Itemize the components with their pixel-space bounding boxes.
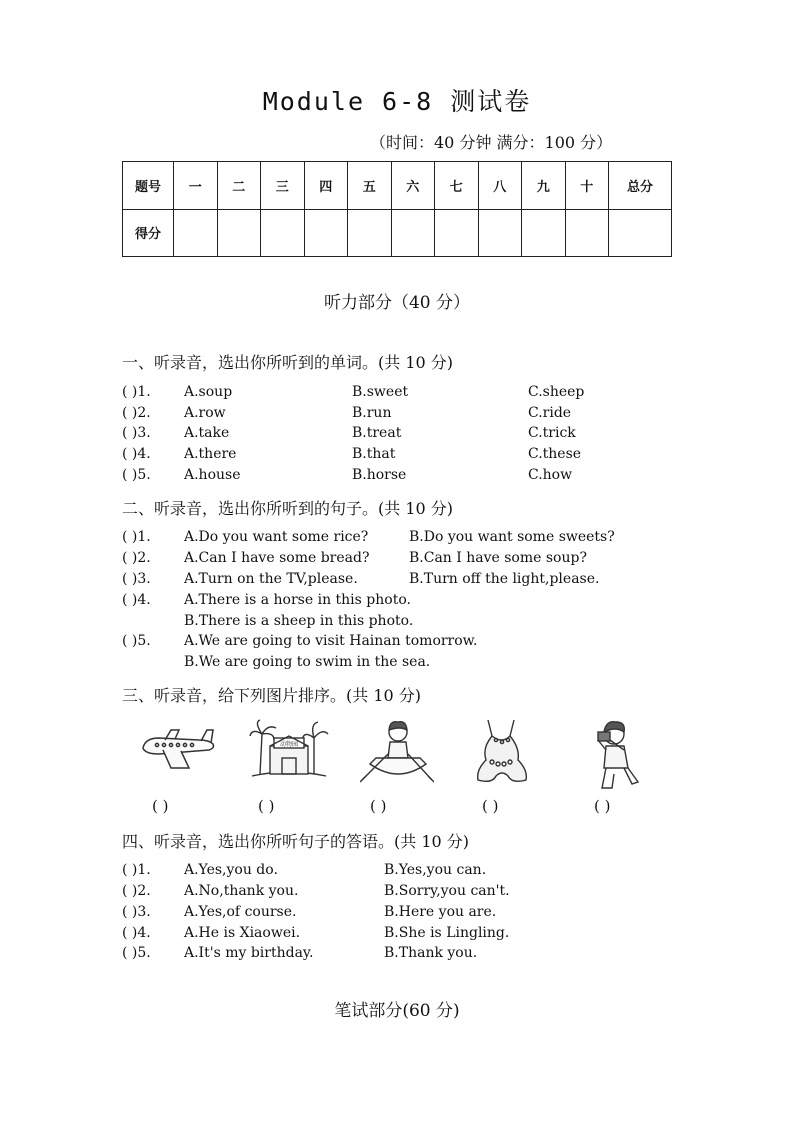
score-header-cell: 十: [565, 162, 609, 210]
option-a: A.Can I have some bread?: [184, 550, 370, 566]
option-b: B.Yes,you can.: [384, 862, 487, 878]
question-number: ( )4.: [122, 925, 151, 941]
score-cell[interactable]: [609, 209, 672, 257]
question-number: ( )5.: [122, 945, 151, 961]
option-a: A.We are going to visit Hainan tomorrow.: [184, 633, 478, 649]
option-a: A.Yes,you do.: [184, 862, 278, 878]
score-row-label: 得分: [123, 209, 174, 257]
section1-heading: 一、听录音，选出你所听到的单词。(共 10 分): [122, 353, 454, 372]
option-c: C.these: [528, 446, 582, 462]
score-cell[interactable]: [174, 209, 218, 257]
score-cell[interactable]: [304, 209, 348, 257]
option-a: A.house: [184, 467, 241, 483]
score-header-cell: 五: [348, 162, 392, 210]
time-score-info: （时间：40 分钟 满分：100 分）: [370, 133, 613, 152]
option-b: B.treat: [352, 425, 402, 441]
score-cell[interactable]: [261, 209, 305, 257]
score-cell[interactable]: [348, 209, 392, 257]
option-c: C.how: [528, 467, 573, 483]
score-table: [122, 161, 672, 257]
score-header-cell: 九: [522, 162, 566, 210]
question-number: ( )2.: [122, 883, 151, 899]
score-header-cell: 三: [261, 162, 305, 210]
score-header-cell: 四: [304, 162, 348, 210]
question-number: ( )1.: [122, 529, 151, 545]
answer-blank[interactable]: ( ): [258, 797, 275, 815]
score-header-cell: 一: [174, 162, 218, 210]
option-b: B.Can I have some soup?: [409, 550, 587, 566]
park-sign-text: 动物园: [279, 741, 299, 748]
question-number: ( )1.: [122, 384, 151, 400]
question-number: ( )4.: [122, 446, 151, 462]
answer-blank[interactable]: ( ): [594, 797, 611, 815]
option-a: A.It's my birthday.: [184, 945, 314, 961]
swimsuit-icon: [468, 718, 536, 788]
option-a: A.There is a horse in this photo.: [184, 592, 411, 608]
score-cell[interactable]: [478, 209, 522, 257]
score-header-cell: 题号: [123, 162, 174, 210]
question-number: ( )3.: [122, 425, 151, 441]
score-table-header-row: [123, 162, 672, 210]
question-number: ( )1.: [122, 862, 151, 878]
score-cell[interactable]: [522, 209, 566, 257]
score-cell[interactable]: [391, 209, 435, 257]
question-number: ( )5.: [122, 633, 151, 649]
option-a: A.take: [184, 425, 230, 441]
answer-blank[interactable]: ( ): [482, 797, 499, 815]
writing-part-header: 笔试部分(60 分): [334, 1001, 460, 1021]
score-header-cell: 总分: [609, 162, 672, 210]
section2-heading: 二、听录音，选出你所听到的句子。(共 10 分): [122, 499, 454, 518]
boy-with-camera-icon: [588, 718, 642, 792]
score-cell[interactable]: [435, 209, 479, 257]
option-c: C.trick: [528, 425, 576, 441]
option-a: A.there: [184, 446, 237, 462]
section3-heading: 三、听录音，给下列图片排序。(共 10 分): [122, 686, 422, 705]
question-number: ( )2.: [122, 405, 151, 421]
option-b: B.Thank you.: [384, 945, 478, 961]
answer-blank[interactable]: ( ): [152, 797, 169, 815]
option-b: B.We are going to swim in the sea.: [184, 654, 431, 670]
question-number: ( )5.: [122, 467, 151, 483]
option-b: B.that: [352, 446, 396, 462]
option-b: B.There is a sheep in this photo.: [184, 613, 414, 629]
option-b: B.horse: [352, 467, 407, 483]
score-header-cell: 八: [478, 162, 522, 210]
question-number: ( )2.: [122, 550, 151, 566]
question-number: ( )4.: [122, 592, 151, 608]
question-number: ( )3.: [122, 571, 151, 587]
option-a: A.Do you want some rice?: [184, 529, 369, 545]
option-b: B.run: [352, 405, 392, 421]
score-cell[interactable]: [565, 209, 609, 257]
score-header-cell: 七: [435, 162, 479, 210]
score-header-cell: 二: [217, 162, 261, 210]
page-title: Module 6-8 测试卷: [262, 87, 532, 116]
option-a: A.Yes,of course.: [184, 904, 297, 920]
score-table-score-row: [123, 209, 672, 257]
option-b: B.Do you want some sweets?: [409, 529, 615, 545]
option-b: B.Sorry,you can't.: [384, 883, 510, 899]
option-a: A.Turn on the TV,please.: [184, 571, 358, 587]
section4-heading: 四、听录音，选出你所听句子的答语。(共 10 分): [122, 832, 470, 851]
listening-part-header: 听力部分（40 分）: [323, 293, 471, 313]
airplane-icon: [137, 718, 219, 778]
answer-blank[interactable]: ( ): [370, 797, 387, 815]
option-b: B.Here you are.: [384, 904, 497, 920]
question-number: ( )3.: [122, 904, 151, 920]
score-header-cell: 六: [391, 162, 435, 210]
option-c: C.ride: [528, 405, 572, 421]
option-a: A.row: [184, 405, 226, 421]
boy-rowing-boat-icon: [360, 718, 434, 790]
option-b: B.She is Lingling.: [384, 925, 510, 941]
option-a: A.He is Xiaowei.: [184, 925, 301, 941]
park-gate-icon: [248, 718, 330, 782]
option-a: A.No,thank you.: [184, 883, 299, 899]
score-cell[interactable]: [217, 209, 261, 257]
option-b: B.sweet: [352, 384, 409, 400]
option-c: C.sheep: [528, 384, 585, 400]
option-a: A.soup: [184, 384, 233, 400]
option-b: B.Turn off the light,please.: [409, 571, 600, 587]
